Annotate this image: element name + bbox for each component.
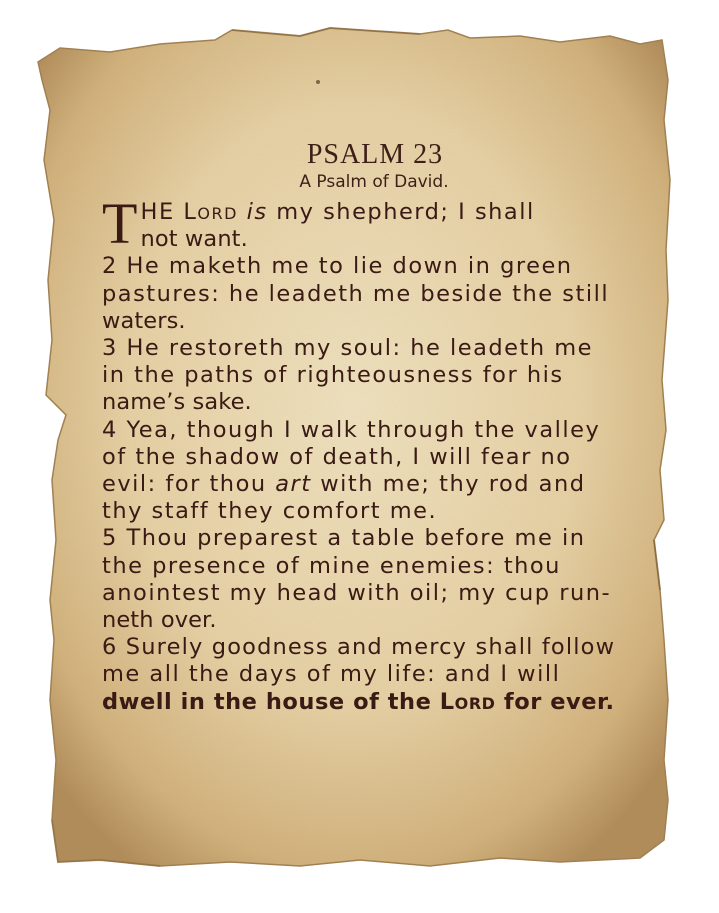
verse-5-line-1: 5 Thou preparest a table before me in (102, 525, 586, 552)
verse-6-text-b: for ever. (495, 688, 615, 715)
lord-small-caps: Lord (183, 199, 238, 225)
verse-2-line-3: waters. (102, 307, 186, 334)
verse-1-line-2: not want. (140, 226, 248, 253)
drop-cap: T (102, 199, 138, 254)
verse-1-line-1 (102, 199, 618, 226)
verse-4-text-b: with me; thy rod and (311, 471, 586, 498)
verse-3-line-2: in the paths of righteousness for his (102, 362, 564, 389)
verse-2-line-2: pastures: he leadeth me beside the still (102, 280, 610, 307)
psalm-text (102, 140, 618, 716)
verse-5-line-3: anointest my head with oil; my cup run- (102, 579, 612, 606)
verse-1 (102, 199, 618, 253)
verse-3-line-1: 3 He restoreth my soul: he leadeth me (102, 335, 593, 362)
psalm-subtitle: A Psalm of David. (299, 172, 449, 192)
verse-6-line-3 (102, 689, 618, 716)
lord-small-caps-2: Lord (439, 688, 496, 715)
verse-5-line-2: the presence of mine enemies: thou (102, 552, 561, 579)
italic-is: is (246, 199, 268, 225)
verse-5-line-4: neth over. (102, 607, 217, 634)
verse-2-line-1: 2 He maketh me to lie down in green (102, 253, 573, 280)
verse-1-text-a: HE (140, 199, 184, 225)
verse-4-line-2: of the shadow of death, I will fear no (102, 443, 572, 470)
verse-1-text-c: my shepherd; I shall (267, 199, 535, 225)
verse-6-line-2: me all the days of my life: and I will (102, 661, 561, 688)
verse-4-text-a: evil: for thou (102, 471, 276, 498)
verse-3-line-3: name’s sake. (102, 389, 252, 416)
verse-4-line-3 (102, 471, 618, 498)
psalm-body (102, 199, 618, 716)
verse-4-line-1: 4 Yea, though I walk through the valley (102, 416, 601, 443)
verse-6-line-1: 6 Surely goodness and mercy shall follow (102, 634, 616, 661)
psalm-title: PSALM 23 (306, 139, 444, 170)
verse-6-text-a: dwell in the house of the (102, 688, 440, 715)
verse-1-text-b (238, 199, 247, 225)
italic-art: art (275, 471, 312, 498)
verse-4-line-4: thy staff they comfort me. (102, 498, 438, 525)
